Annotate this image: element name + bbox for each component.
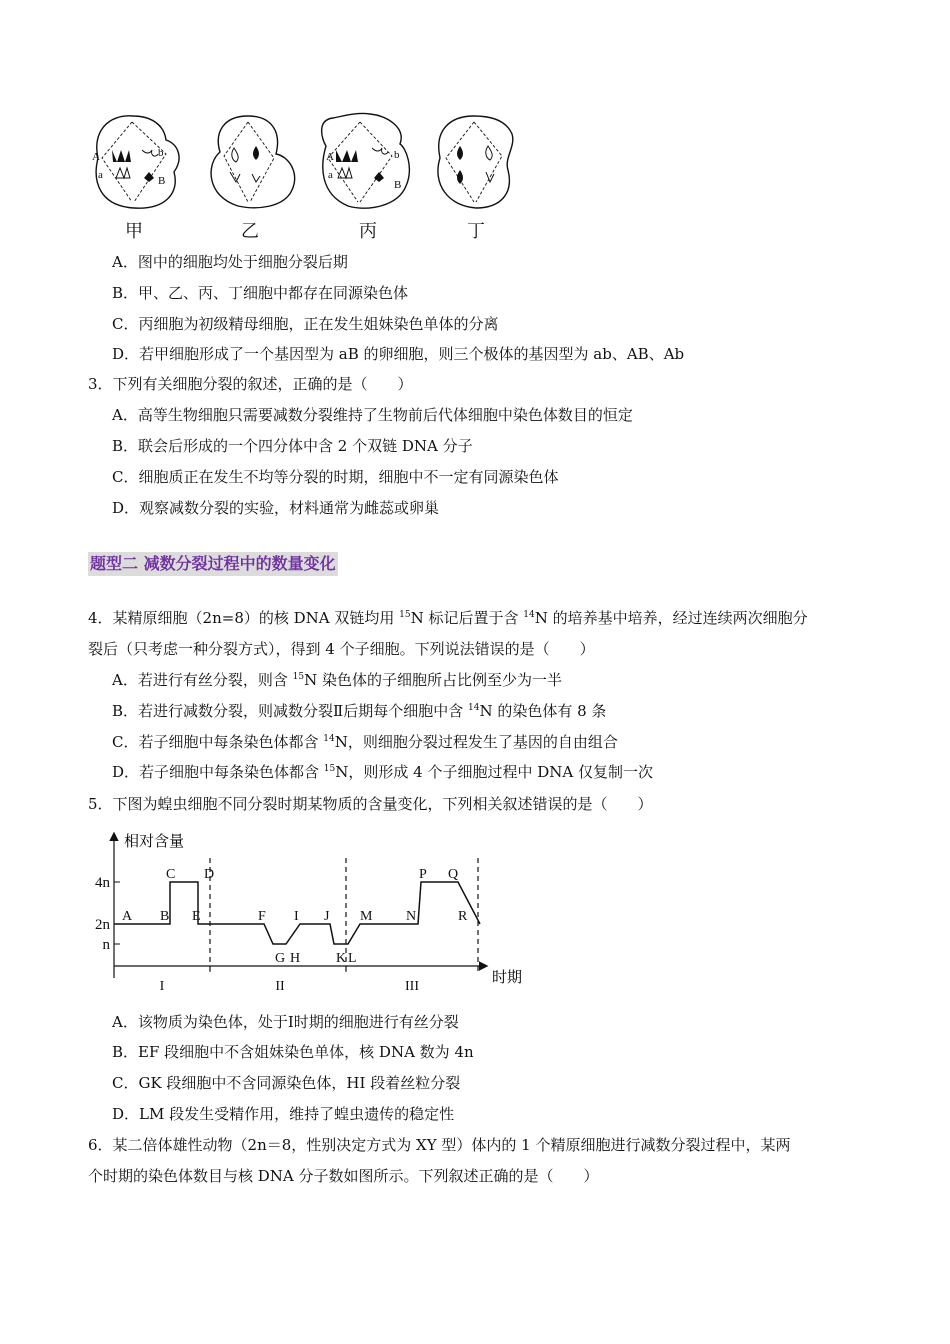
q3-option-c: C．细胞质正在发生不均等分裂的时期，细胞中不一定有同源染色体	[112, 468, 559, 486]
q4-option-a: A．若进行有丝分裂，则含 $^{15}$N 染色体的子细胞所占比例至少为一半	[112, 671, 562, 689]
point-label: G	[275, 951, 286, 966]
q3-option-a: A．高等生物细胞只需要减数分裂维持了生物前后代体细胞中染色体数目的恒定	[112, 406, 633, 424]
q4-option-b: B．若进行减数分裂，则减数分裂Ⅱ后期每个细胞中含 $^{14}$N 的染色体有 8 条	[112, 702, 607, 720]
q2-option-c: C．丙细胞为初级精母细胞，正在发生姐妹染色单体的分离	[112, 315, 499, 333]
point-label: B	[160, 909, 170, 924]
point-label: K	[336, 951, 347, 966]
point-label: H	[290, 951, 301, 966]
point-label: P	[419, 867, 427, 882]
q3-stem: 3．下列有关细胞分裂的叙述，正确的是（ ）	[88, 375, 413, 393]
q5-option-d: D．LM 段发生受精作用，维持了蝗虫遗传的稳定性	[112, 1105, 455, 1123]
point-label: R	[458, 909, 468, 924]
q6-line2: 个时期的染色体数目与核 DNA 分子数如图所示。下列叙述正确的是（ ）	[88, 1167, 599, 1185]
cell-yi-outline	[211, 116, 295, 208]
y-tick-label: 2n	[95, 917, 110, 933]
period-label: II	[275, 979, 285, 994]
content-change-chart	[88, 828, 538, 998]
period-label: III	[405, 979, 419, 994]
q4-stem-line2: 裂后（只考虑一种分裂方式），得到 4 个子细胞。下列说法错误的是（ ）	[88, 640, 595, 658]
cell-ding-outline	[438, 116, 513, 208]
gene-label: A	[92, 151, 100, 163]
q2-option-b: B．甲、乙、丙、丁细胞中都存在同源染色体	[112, 284, 409, 302]
q2-option-d: D．若甲细胞形成了一个基因型为 aB 的卵细胞，则三个极体的基因型为 ab、AB、Ab	[112, 345, 685, 363]
q4-option-c: C．若子细胞中每条染色体都含 $^{14}$N，则细胞分裂过程发生了基因的自由组合	[112, 733, 618, 751]
q5-stem: 5．下图为蝗虫细胞不同分裂时期某物质的含量变化，下列相关叙述错误的是（ ）	[88, 795, 653, 813]
gene-label: a	[98, 169, 103, 181]
q5-option-b: B．EF 段细胞中不含姐妹染色单体，核 DNA 数为 4n	[112, 1043, 474, 1061]
q3-option-d: D．观察减数分裂的实验，材料通常为雌蕊或卵巢	[112, 499, 440, 517]
point-label: C	[166, 867, 176, 882]
point-label: M	[360, 909, 373, 924]
q6-line1: 6．某二倍体雄性动物（2n＝8，性别决定方式为 XY 型）体内的 1 个精原细胞进行减数分裂过程中，某两	[88, 1136, 791, 1154]
gene-label: B	[158, 175, 166, 187]
cell-label-yi: 乙	[241, 221, 259, 242]
point-label: J	[324, 909, 330, 924]
point-label: I	[294, 909, 299, 924]
gene-label: A	[326, 151, 334, 163]
y-tick-label: 4n	[95, 875, 110, 891]
point-label: N	[406, 909, 417, 924]
point-label: E	[192, 909, 201, 924]
gene-label: b	[158, 147, 164, 159]
x-axis-label: 时期	[492, 968, 523, 986]
section-heading: 题型二 减数分裂过程中的数量变化	[88, 552, 338, 576]
gene-label: a	[328, 169, 333, 181]
q2-option-a: A．图中的细胞均处于细胞分裂后期	[112, 253, 348, 271]
gene-label: b	[394, 149, 400, 161]
y-axis-label: 相对含量	[124, 832, 185, 850]
point-label: L	[348, 951, 357, 966]
point-label: D	[204, 867, 215, 882]
q4-option-d: D．若子细胞中每条染色体都含 $^{15}$N，则形成 4 个子细胞过程中 DNA 仅复制一次	[112, 763, 653, 781]
period-label: I	[159, 979, 165, 994]
point-label: F	[258, 909, 266, 924]
point-label: A	[122, 909, 133, 924]
cell-jia-outline	[96, 116, 179, 208]
q5-option-a: A．该物质为染色体，处于Ⅰ时期的细胞进行有丝分裂	[112, 1013, 459, 1031]
gene-label: B	[394, 179, 402, 191]
q5-option-c: C．GK 段细胞中不含同源染色体，HI 段着丝粒分裂	[112, 1074, 461, 1092]
q4-stem-line1: 4．某精原细胞（2n=8）的核 DNA 双链均用 $^{15}$N 标记后置于含 $^{14}$N 的培养基中培养，经过连续两次细胞分	[88, 609, 808, 627]
cell-label-jia: 甲	[125, 221, 143, 242]
q3-option-b: B．联会后形成的一个四分体中含 2 个双链 DNA 分子	[112, 437, 473, 455]
cell-label-bing: 丙	[359, 221, 377, 242]
y-tick-label: n	[102, 937, 110, 953]
point-label: Q	[448, 867, 459, 882]
cell-label-ding: 丁	[467, 221, 485, 242]
cell-division-figure	[88, 110, 528, 245]
